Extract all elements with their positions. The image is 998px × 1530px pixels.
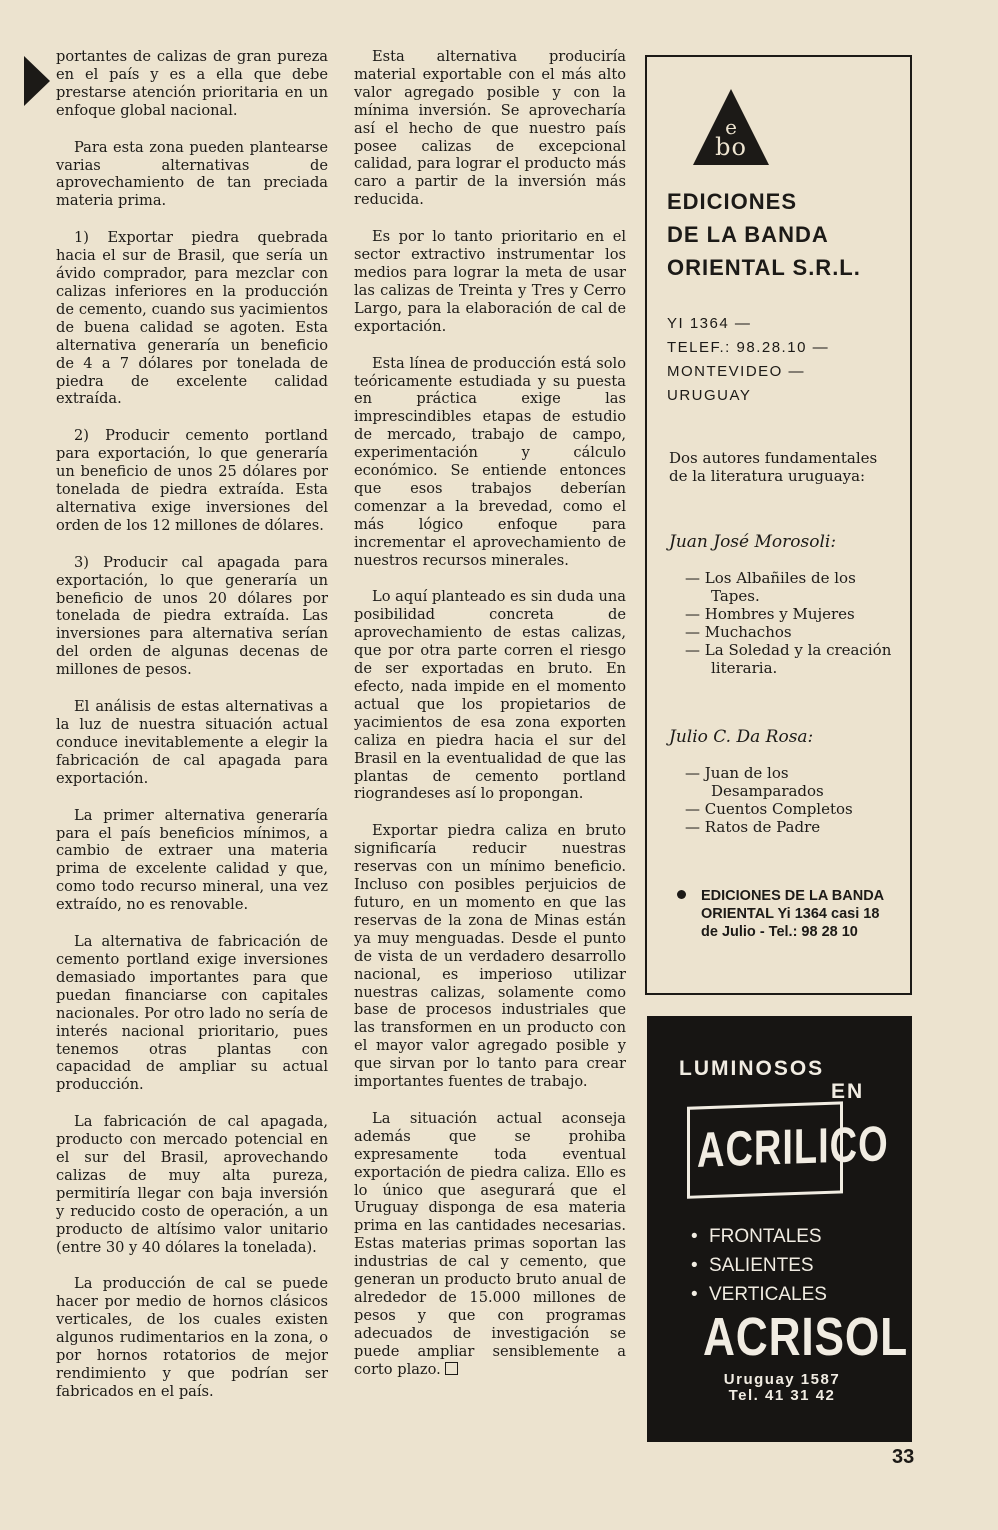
logo-letters-bottom: bo <box>715 133 747 161</box>
brand-address-line: Tel. 41 31 42 <box>728 1387 836 1404</box>
sign-type: • SALIENTES <box>691 1251 827 1280</box>
work-title: — La Soledad y la creación literaria. <box>685 641 892 677</box>
author-name: Juan José Morosoli: <box>669 532 837 552</box>
paragraph: Para esta zona pueden plantearse varias alternativas de aprovechamiento de tan preciada materia prima. <box>56 138 328 210</box>
publisher-footer-text: EDICIONES DE LA BANDA ORIENTAL Yi 1364 casi 18 de Julio - Tel.: 98 28 10 <box>701 888 884 940</box>
paragraph-last <box>354 1110 626 1379</box>
paragraph: 2) Producir cemento portland para exportación, lo que generaría un beneficio de unos 25 dólares por tonelada de piedra extraída. Esta alternativa exige inversiones del orden de los 12 millones de dólares. <box>56 427 328 534</box>
paragraph: Esta alternativa produciría material exportable con el más alto valor agregado posible y con la mínima inversión. Se aprovecharía así el hecho de que nuestro país posee calizas de excepcional calidad, para lograr el producto más caro a partir de la inversión más reducida. <box>354 48 626 209</box>
publisher-name-line: EDICIONES <box>667 189 798 214</box>
paragraph: Es por lo tanto prioritario en el sector extractivo instrumentar los medios para lograr la meta de usar las calizas de Treinta y Tres y Cerro Largo, para la elaboración de cal de exportación. <box>354 228 626 335</box>
address-line: URUGUAY <box>667 387 752 404</box>
publisher-name-line: DE LA BANDA <box>667 222 829 247</box>
work-title: — Muchachos <box>685 623 792 641</box>
publisher-name-line: ORIENTAL S.R.L. <box>667 255 861 280</box>
brand-address-line: Uruguay 1587 <box>723 1371 841 1388</box>
page-number: 33 <box>892 1446 915 1468</box>
work-title: — Ratos de Padre <box>685 818 821 836</box>
paragraph: portantes de calizas de gran pureza en el país y es a ella que debe prestarse atención prioritaria en un enfoque global nacional. <box>56 48 328 119</box>
article-column-1 <box>56 48 328 1420</box>
author-works-list <box>685 569 897 677</box>
paragraph: La fabricación de cal apagada, producto con mercado potencial en el sur del Brasil, aprovechando calizas de muy alta pureza, permitiría llegar con baja inversión y reducido costo de operación, a un producto de altísimo valor unitario (entre 30 y 40 dólares la tonelada). <box>56 1113 328 1256</box>
work-title: — Cuentos Completos <box>685 800 853 818</box>
address-line: MONTEVIDEO — <box>667 363 806 380</box>
bullet-icon <box>677 890 686 899</box>
author-name: Julio C. Da Rosa: <box>669 727 814 747</box>
paragraph: La alternativa de fabricación de cemento portland exige inversiones demasiado importantes para que puedan financiarse con capitales nacionales. Por otro lado no sería de interés nacional prioritario, pues tenemos otras plantas con capacidad de ampliar su actual producción. <box>56 933 328 1094</box>
article-column-2 <box>354 48 626 1398</box>
sign-type: • VERTICALES <box>691 1280 827 1309</box>
paragraph: Lo aquí planteado es sin duda una posibilidad concreta de aprovechamiento de estas calizas, que por otra parte corren el riesgo de ser exportadas en bruto. En efecto, nada impide en el momento actual que los propietarios de yacimientos de esa zona exporten caliza en piedra hacia el sur del Brasil en la eventualidad de que las plantas de cemento portland riograndeses así lo propongan. <box>354 588 626 803</box>
ad-headline: LUMINOSOS <box>679 1057 825 1080</box>
end-of-article-icon <box>445 1362 458 1375</box>
publisher-logo <box>691 87 771 167</box>
paragraph: El análisis de estas alternativas a la luz de nuestra situación actual conduce inevitablemente a elegir la fabricación de cal apagada para exportación. <box>56 698 328 787</box>
address-line: YI 1364 — <box>667 315 752 332</box>
ad-intro-text: Dos autores fundamentales de la literatura uruguaya: <box>669 449 878 485</box>
continuation-arrow-icon <box>24 56 50 106</box>
ad-headline-2: EN <box>831 1080 865 1103</box>
work-title: — Hombres y Mujeres <box>685 605 855 623</box>
paragraph: La primer alternativa generaría para el país beneficios mínimos, a cambio de extraer una materia prima de excelente calidad y que, como todo recurso mineral, una vez extraído, no es renovable. <box>56 806 328 914</box>
publisher-advertisement <box>645 55 912 995</box>
publisher-name <box>667 185 861 284</box>
paragraph: 1) Exportar piedra quebrada hacia el sur de Brasil, que sería un ávido comprador, para mezclar con calizas inferiores en la producción de cemento, cuando sus yacimientos de buena calidad se agoten. Esta alternativa generaría un beneficio de 4 a 7 dólares por tonelada de piedra de excelente calidad extraída. <box>56 229 328 408</box>
acrisol-advertisement <box>647 1016 912 1442</box>
paragraph-last-text: La situación actual aconseja además que se prohiba expresamente toda eventual exportación de piedra caliza. Ello es lo único que asegurará que el Uruguay disponga de esa materia prima en las cantidades necesarias. Estas materias primas soportan las industrias de cal y cemento, que generan un producto bruto anual de alrededor de 15.000 millones de pesos y que con programas adecuados de investigación se puede ampliar sensiblemente a corto plazo. <box>354 1109 626 1378</box>
work-title: — Los Albañiles de los Tapes. <box>685 569 856 605</box>
brand-name: ACRISOL <box>703 1307 908 1367</box>
lit-sign-illustration <box>687 1101 889 1203</box>
paragraph: La producción de cal se puede hacer por medio de hornos clásicos verticales, de los cuales existen algunos rudimentarios en la zona, o por hornos rotatorios de mejor rendimiento y que podrían ser fabricados en el país. <box>56 1275 328 1400</box>
publisher-footer <box>671 887 896 941</box>
paragraph: Exportar piedra caliza en bruto significaría reducir nuestras reservas con un mínimo beneficio. Incluso con posibles perjuicios de futuro, en un momento en que las reservas de la zona de Minas están ya muy menguadas. Desde el punto de vista de un verdadero desarrollo nacional, es imperioso utilizar nuestras calizas, solamente como base de procesos industriales que las transformen en un producto con el mayor valor agregado posible y que sirvan por lo tanto para crear importantes fuentes de trabajo. <box>354 822 626 1091</box>
brand-address <box>697 1372 867 1404</box>
sign-types-list <box>691 1222 827 1309</box>
work-title: — Juan de los Desamparados <box>685 764 824 800</box>
sign-word: ACRILICO <box>697 1117 889 1179</box>
author-works-list <box>685 764 897 836</box>
paragraph: 3) Producir cal apagada para exportación, lo que generaría un beneficio de unos 20 dólares por tonelada de piedra extraída. Las inversiones para alternativa serían del orden de algunas decenas de millones de pesos. <box>56 553 328 679</box>
address-line: TELEF.: 98.28.10 — <box>667 339 830 356</box>
paragraph: Esta línea de producción está solo teóricamente estudiada y su puesta en práctica exige las imprescindibles etapas de estudio de mercado, trabajo de campo, experimentación y cálculo económico. Se entiende entonces que esos trabajos deberían comenzar a la brevedad, como el más lógico enfoque para incrementar el aprovechamiento de nuestros recursos minerales. <box>354 354 626 569</box>
publisher-address <box>667 312 829 408</box>
logo-letter-top: e <box>725 115 737 139</box>
sign-type: • FRONTALES <box>691 1222 827 1251</box>
